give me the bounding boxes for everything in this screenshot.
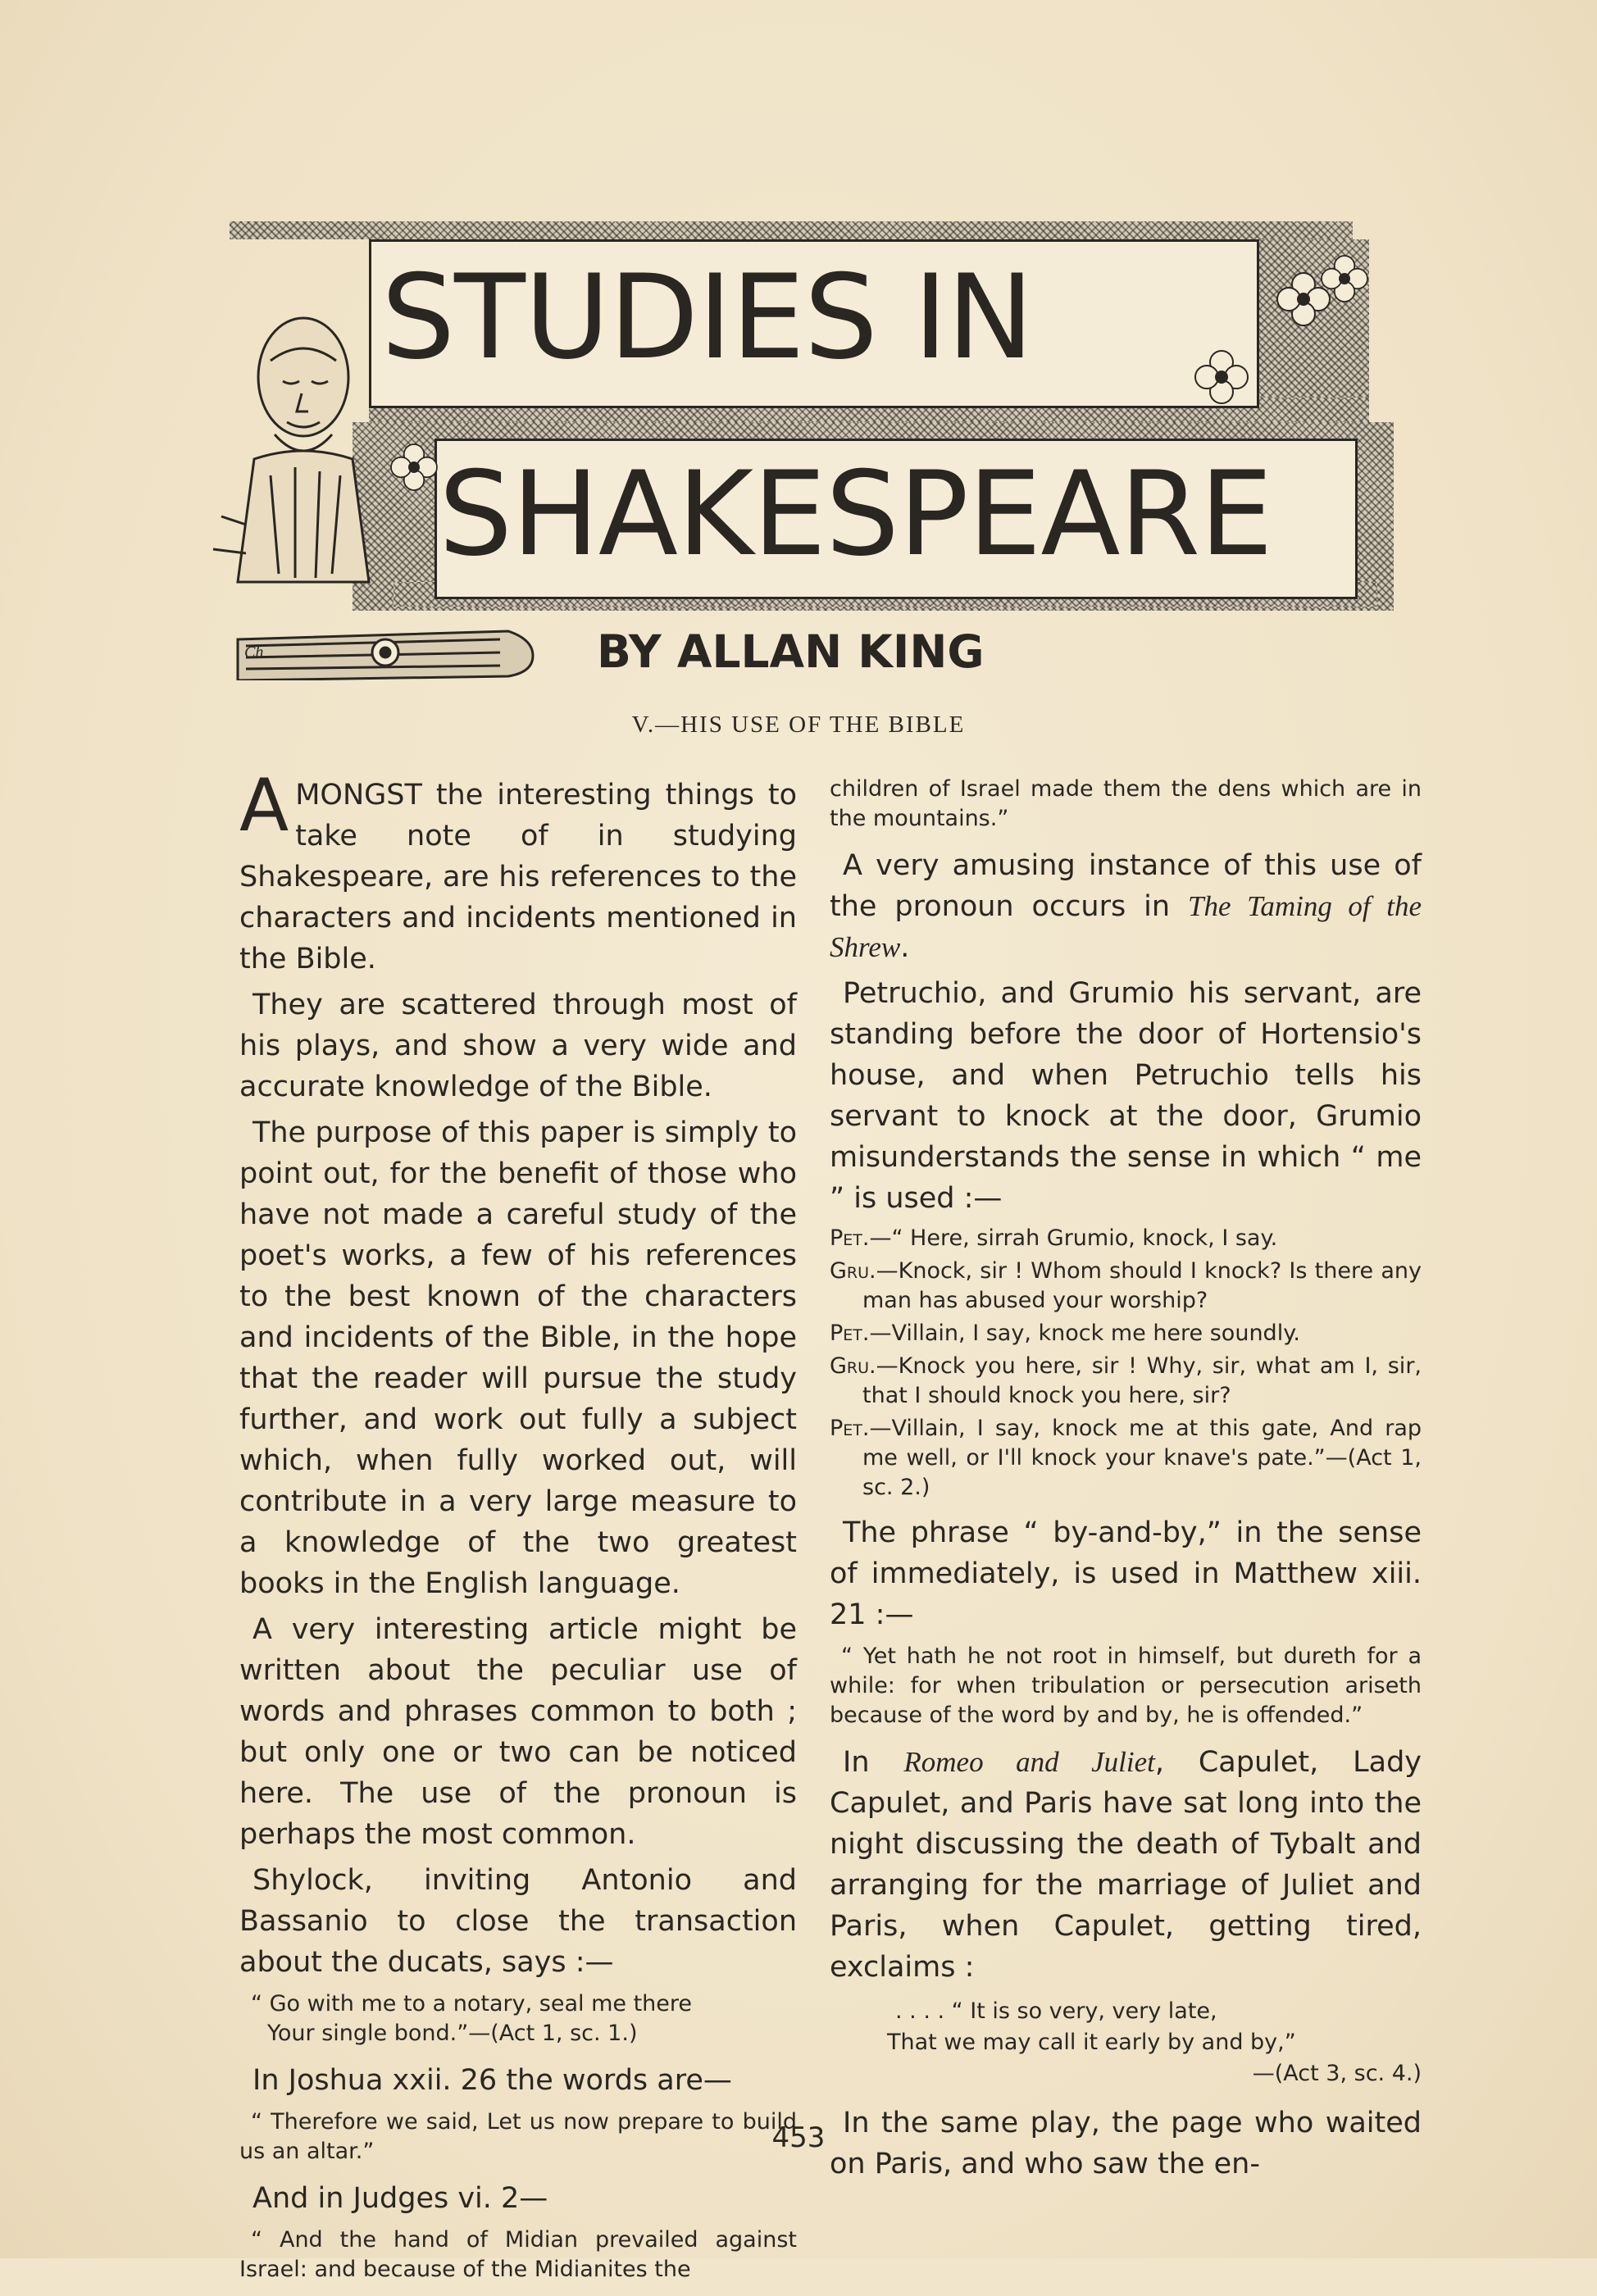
title-line-1: STUDIES IN (381, 250, 1034, 385)
quotation-line: Your single bond.”—(Act 1, sc. 1.) (267, 2021, 638, 2046)
paragraph: The phrase “ by-and-by,” in the sense of immediately, is used in Matthew xiii. 21 :— (830, 1516, 1422, 1631)
byline: BY ALLAN KING (597, 625, 985, 678)
speaker: Pet. (830, 1321, 870, 1346)
paragraph-text: . (900, 931, 910, 964)
right-column (830, 775, 1422, 2189)
paragraph: Shylock, inviting Antonio and Bassanio to close the transaction about the ducats, says :— (239, 1864, 797, 1979)
paragraph (830, 1742, 1422, 1988)
paragraph-text: , Capulet, Lady Capulet, and Paris have sat long into the night discussing the death of Tybalt and arranging for the marriage of Juliet and Paris, when Capulet, getting tired, exclaims : (830, 1746, 1422, 1984)
shakespeare-bust-icon (205, 303, 402, 615)
quotation: “ And the hand of Midian prevailed against Israel: and because of the Midianites the (239, 2227, 797, 2282)
page-number: 453 (771, 2121, 826, 2154)
paragraph-text: A very amusing instance of this use of the pronoun occurs in (830, 849, 1422, 923)
speaker: Gru. (830, 1353, 876, 1379)
paragraph-text: In (843, 1746, 904, 1779)
verse-quotation (830, 1996, 1422, 2089)
engraved-band-top (230, 221, 1353, 239)
quotation-line: “ Go with me to a notary, seal me there (251, 1991, 693, 2016)
dialogue-text: —Villain, I say, knock me at this gate, And rap me well, or I'll knock your knave's pate.”—(Act 1, sc. 2.) (862, 1416, 1422, 1500)
speaker: Pet. (830, 1416, 870, 1441)
play-title: Romeo and Juliet (903, 1746, 1155, 1778)
flower-ornament-icon (1316, 250, 1373, 307)
paragraph: They are scattered through most of his plays, and show a very wide and accurate knowledge of the Bible. (239, 989, 797, 1103)
dialogue-line (830, 1414, 1422, 1503)
dialogue-line (830, 1257, 1422, 1316)
paragraph (830, 845, 1422, 968)
closed-book-icon (230, 615, 549, 680)
quotation: “ Yet hath he not root in himself, but dureth for a while: for when tribulation or persecution ariseth because of the word by and by, he is offended.” (830, 1644, 1422, 1728)
speaker: Gru. (830, 1258, 876, 1284)
quotation: children of Israel made them the dens which are in the mountains.” (830, 776, 1422, 831)
paragraph: In the same play, the page who waited on Paris, and who saw the en- (830, 2107, 1422, 2180)
svg-text:Ch: Ch (244, 643, 264, 662)
section-title: V.—HIS USE OF THE BIBLE (631, 712, 966, 738)
paragraph: A very interesting article might be written about the peculiar use of words and phrases common to both ; but only one or two can be noticed here. The use of the pronoun is perhaps the most common. (239, 1613, 797, 1851)
speaker: Pet. (830, 1225, 870, 1251)
dialogue-line (830, 1319, 1422, 1348)
paragraph-text: MONGST the interesting things to take note of in studying Shakespeare, are his references to the characters and incidents mentioned in the Bible. (239, 779, 797, 975)
dialogue-text: —Knock you here, sir ! Why, sir, what am I, sir, that I should knock you here, sir? (862, 1353, 1422, 1408)
dialogue-text: —Villain, I say, knock me here soundly. (869, 1321, 1300, 1346)
title-line-2: SHAKESPEARE (439, 447, 1272, 582)
flower-ornament-icon (1189, 344, 1254, 410)
quotation: “ Therefore we said, Let us now prepare to build us an altar.” (239, 2109, 797, 2164)
paragraph: Petruchio, and Grumio his servant, are standing before the door of Hortensio's house, and when Petruchio tells his servant to knock at the door, Grumio misunderstands the sense in which “ me ” is used :— (830, 977, 1422, 1215)
play-title: The Taming of the Shrew (830, 890, 1422, 963)
paragraph: And in Judges vi. 2— (253, 2182, 548, 2215)
paragraph: The purpose of this paper is simply to point out, for the benefit of those who have not made a careful study of the poet's works, a few of his references to the best known of the characters and incidents of the Bible, in the hope that the reader will pursue the study further, and work out fully a subject which, when fully worked out, will contribute in a very large measure to a knowledge of the two greatest books in the English language. (239, 1116, 797, 1600)
article-header (205, 221, 1402, 697)
verse-line: That we may call it early by and by,” (887, 2030, 1296, 2055)
dialogue-text: —Knock, sir ! Whom should I knock? Is there any man has abused your worship? (862, 1258, 1422, 1313)
dialogue (830, 1224, 1422, 1503)
quotation (239, 1989, 797, 2048)
dialogue-line (830, 1224, 1422, 1253)
left-column (239, 763, 797, 2296)
dialogue-line (830, 1352, 1422, 1411)
verse-citation: —(Act 3, sc. 4.) (1252, 2061, 1422, 2086)
paragraph (239, 763, 797, 980)
dialogue-text: —“ Here, sirrah Grumio, knock, I say. (869, 1225, 1278, 1251)
drop-cap: A (239, 763, 289, 848)
verse-line: . . . . “ It is so very, very late, (895, 1998, 1217, 2024)
paragraph: In Joshua xxii. 26 the words are— (253, 2064, 732, 2097)
